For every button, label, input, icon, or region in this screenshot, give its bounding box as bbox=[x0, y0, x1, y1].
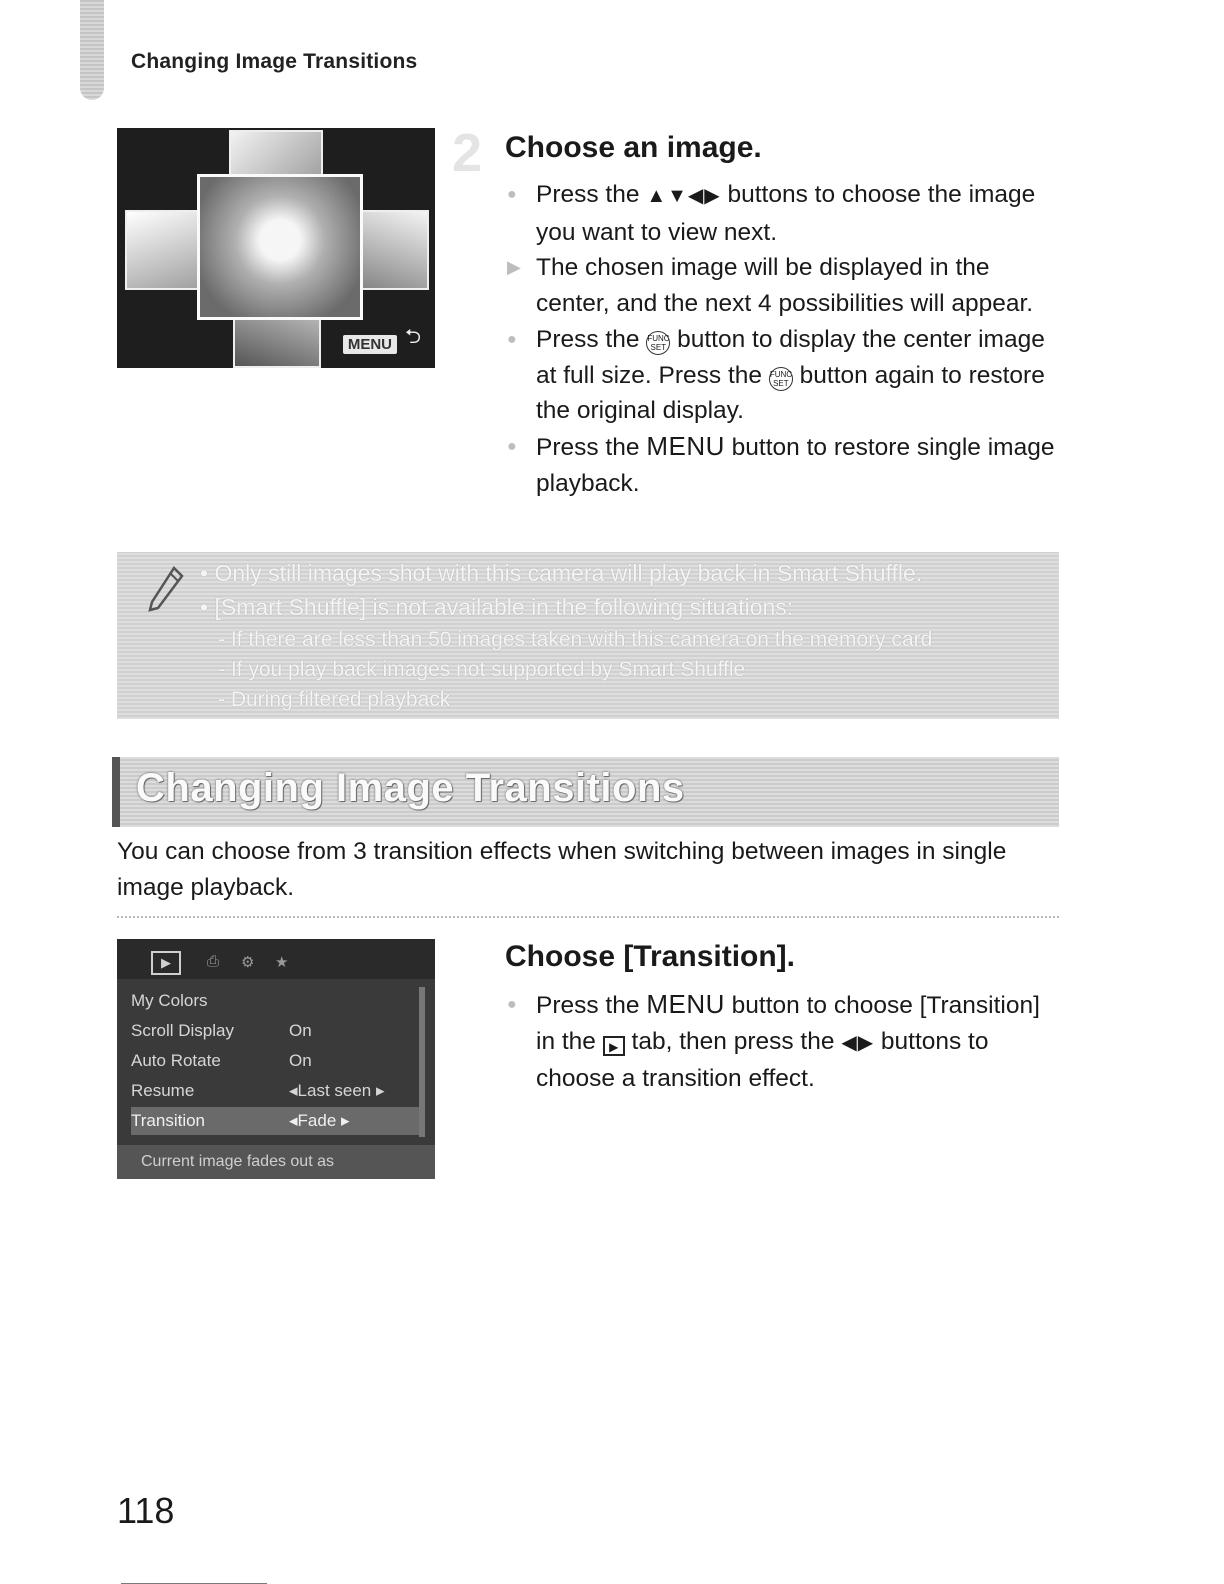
page-number: 118 bbox=[117, 1490, 175, 1531]
menu-tab-bar bbox=[117, 939, 435, 979]
playback-tab-icon: ▶ bbox=[151, 951, 181, 975]
func-set-button-icon: FUNC SET bbox=[646, 331, 670, 355]
bullet-text: button to display the center image at full size. Press the bbox=[536, 325, 1045, 389]
step-choose-transition-bullets bbox=[505, 987, 1065, 1097]
note-sub-item: - During filtered playback bbox=[218, 688, 451, 711]
menu-row: Resume ◂Last seen ▸ bbox=[131, 1081, 385, 1100]
note-sub-item: - If there are less than 50 images taken with this camera on the memory card bbox=[218, 628, 933, 651]
note-sub-item: - If you play back images not supported by Smart Shuffle bbox=[218, 658, 746, 681]
menu-screenshot bbox=[117, 939, 435, 1179]
bullet-circle-icon: ● bbox=[507, 437, 517, 455]
section-banner-marker bbox=[112, 757, 120, 827]
bullet-text: buttons to choose the image you want to view next. bbox=[536, 181, 1036, 246]
pencil-icon bbox=[146, 564, 186, 614]
note-line: • [Smart Shuffle] is not available in the following situations: bbox=[200, 594, 794, 620]
bullet-text: Press the bbox=[536, 181, 647, 208]
bullet-item bbox=[505, 177, 1065, 250]
note-line: • Only still images shot with this camera will play back in Smart Shuffle. bbox=[200, 560, 923, 586]
step-number: 2 bbox=[452, 123, 483, 183]
playback-tab-icon: ▶ bbox=[603, 1036, 625, 1056]
my-menu-tab-icon: ★ bbox=[275, 954, 289, 971]
bullet-text: Press the bbox=[536, 325, 647, 353]
print-tab-icon: ⎙ bbox=[207, 953, 220, 970]
bullet-text: Press the bbox=[536, 992, 647, 1019]
menu-row-selected: Transition ◂Fade ▸ bbox=[131, 1107, 421, 1135]
bullet-item bbox=[505, 429, 1065, 501]
step-choose-image-bullets bbox=[505, 177, 1065, 501]
menu-chip: MENU bbox=[343, 335, 397, 354]
bullet-triangle-icon: ▶ bbox=[507, 257, 521, 278]
bullet-item bbox=[505, 987, 1065, 1097]
bullet-text: Press the bbox=[536, 433, 647, 461]
bullet-text: tab, then press the bbox=[624, 1027, 842, 1055]
menu-button-label: MENU bbox=[646, 989, 725, 1019]
shuffle-thumbnail-center bbox=[197, 174, 363, 320]
menu-help-text: Current image fades out as bbox=[117, 1145, 435, 1179]
step-title-choose-transition: Choose [Transition]. bbox=[505, 940, 796, 973]
dotted-divider bbox=[117, 916, 1059, 918]
menu-row: My Colors bbox=[131, 991, 208, 1010]
section-title: Changing Image Transitions bbox=[136, 766, 685, 810]
settings-tab-icon: ⚙ bbox=[241, 954, 255, 971]
return-arrow-icon: ⮌ bbox=[404, 326, 421, 348]
bullet-text: button to restore single image playback. bbox=[536, 433, 1055, 497]
bullet-item bbox=[505, 322, 1065, 429]
bullet-text: The chosen image will be displayed in the center, and the next 4 possibilities will appear. bbox=[536, 254, 1034, 318]
func-set-button-icon: FUNC SET bbox=[769, 367, 793, 391]
menu-row: Auto Rotate On bbox=[131, 1051, 312, 1070]
running-header: Changing Image Transitions bbox=[131, 50, 418, 73]
menu-row: Scroll Display On bbox=[131, 1021, 312, 1040]
bullet-text: button to choose [Transition] in the bbox=[536, 992, 1040, 1055]
section-intro: You can choose from 3 transition effects when switching between images in single image playback. bbox=[117, 838, 1007, 901]
bullet-text: button again to restore the original display. bbox=[536, 361, 1045, 425]
chapter-side-tab bbox=[80, 0, 104, 100]
bullet-circle-icon: ● bbox=[507, 186, 517, 203]
arrow-buttons-icon: ▲▼◀▶ bbox=[646, 185, 721, 207]
menu-scrollbar bbox=[419, 987, 425, 1137]
bullet-text: buttons to choose a transition effect. bbox=[536, 1027, 989, 1093]
bullet-circle-icon: ● bbox=[507, 330, 517, 348]
smart-shuffle-screenshot bbox=[117, 128, 435, 368]
step-title-choose-image: Choose an image. bbox=[505, 131, 762, 164]
bullet-item bbox=[505, 250, 1065, 321]
bullet-circle-icon: ● bbox=[507, 996, 517, 1013]
menu-button-label: MENU bbox=[646, 430, 725, 461]
left-right-buttons-icon: ◀▶ bbox=[841, 1031, 875, 1054]
